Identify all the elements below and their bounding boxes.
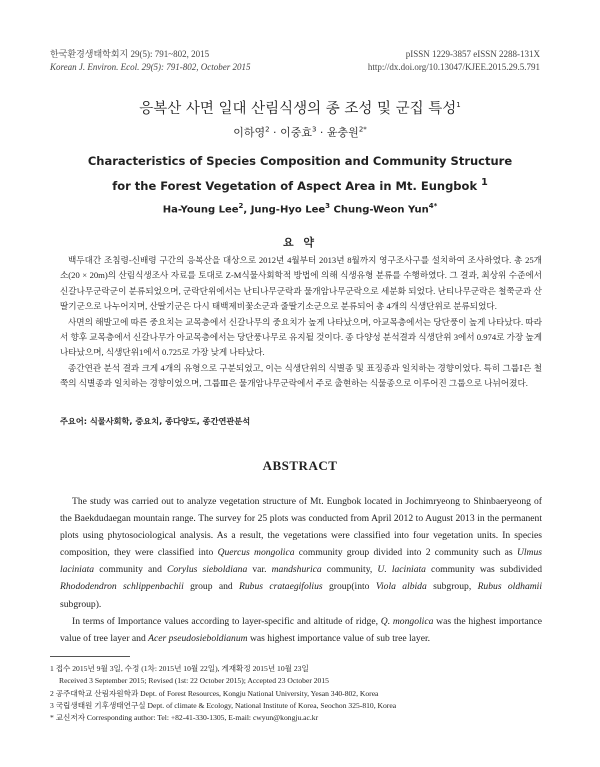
author-kr-1-mark: 2	[265, 125, 270, 134]
abstract-korean-paragraph-1: 백두대간 조침령-신배령 구간의 응복산을 대상으로 2012년 4월부터 2013년 8월까지 영구조사구를 설치하여 조사하였다. 총 25개소(20 × 20m)의 산림식생조사 자료를 토대로 Z-M식물사회학적 방법에 의해 식생유형 분류를 수행하였다. 그 결과, 최상위 수준에서 신갈나무군락군이 분류되었으며, 군락단위에서는 난티나무군락과 물개암나무군락으로 세분화 되었다. 난티나무군락은 철쭉군과 산딸기군으로 나누어지며, 산딸기군은 다시 태백제비꽃소군과 줄딸기소군으로 분류되어 총 4개의 식생단위로 분류되었다.	[60, 255, 542, 312]
author-separator: ·	[316, 126, 327, 139]
abstract-korean-paragraph-2: 사면의 해발고에 따른 중요치는 교목층에서 신갈나무의 중요치가 높게 나타났으며, 아교목층에서는 당단풍이 높게 나타났다. 따라서 향후 교목층에서 신갈나무가 아교목층에서는 당단풍나무로 유지될 것이다. 종 다양성 분석결과 식생단위 3에서 0.974로 가장 높게 나타났으며, 식생단위1에서 0.725로 가장 낮게 나타났다.	[60, 316, 542, 358]
species-name: Rhododendron schlippenbachii	[60, 581, 184, 593]
author-kr-2: 이중효	[280, 126, 312, 139]
authors-korean	[0, 124, 600, 140]
keywords-label: 주요어:	[60, 416, 88, 426]
author-en-3-mark: 4*	[428, 202, 438, 210]
title-korean-footnote-mark: 1	[456, 101, 461, 110]
abstract-korean-heading: 요 약	[282, 236, 318, 249]
author-separator: ·	[269, 126, 281, 139]
species-name: Corylus sieboldiana	[166, 564, 248, 576]
journal-citation	[50, 48, 251, 74]
species-name: Quercus mongolica	[217, 547, 295, 559]
journal-citation-kr: 한국환경생태학회지 29(5): 791~802, 2015	[50, 49, 210, 59]
footnotes	[50, 663, 550, 724]
species-name: mandshurica	[271, 564, 322, 576]
title-english-line-2	[0, 172, 600, 197]
abstract-korean-paragraph-3: 종간연관 분석 결과 크게 4개의 유형으로 구분되었고, 이는 식생단위의 식별종 및 표징종과 일치하는 경향이었다. 특히 그룹Ⅰ은 철쭉의 식별종과 일치하는 경향이었으며, 그룹Ⅲ은 물개암나무군락에서 주로 출현하는 식물종으로 이루어진 그룹으로 나뉘어졌다.	[60, 362, 542, 389]
author-en-1: Ha-Young Lee	[162, 204, 239, 216]
abstract-korean	[60, 253, 542, 392]
journal-identifiers	[368, 48, 540, 74]
author-en-1-mark: 2	[238, 202, 244, 210]
authors-english: Ha-Young Lee$^2$, Jung-Hyo Lee$^3$ Chung-Weon Yun$^{4*}$	[162, 202, 438, 216]
abstract-heading: ABSTRACT	[262, 458, 338, 473]
author-en-2-mark: 3	[325, 202, 331, 210]
species-name: Rubus oldhamii	[477, 581, 542, 593]
footnote-divider	[50, 656, 130, 657]
species-name: Ulmus laciniata	[60, 547, 542, 576]
abstract-english	[60, 493, 542, 647]
footnote-3: 3 국립생태원 기후생태연구실 Dept. of climate & Ecology, National Institute of Korea, Seochon 325-810, Korea	[50, 700, 397, 710]
author-kr-2-mark: 3	[311, 125, 317, 134]
author-kr-3: 윤충원	[326, 126, 359, 139]
footnote-2: 2 공주대학교 산림자원학과 Dept. of Forest Resources, Kongju National University, Yesan 340-802, Korea	[50, 688, 379, 698]
species-name: Q. mongolica	[380, 615, 434, 627]
abstract-english-paragraph-1: The study was carried out to analyze vegetation structure of Mt. Eungbok located in Jochimryeong to Shinbaeryeong of the Baekdudaegan mountain range. The survey for 25 plots was conducted from April 2012 to August 2013 in the permanent plots using phytosociological analysis. As a result, the vegetations were classified into four vegetation units. In species composition, they were classified into Quercus mongolica community group divided into 2 community such as Ulmus laciniata community and Corylus sieboldiana var. mandshurica community, U. laciniata community was subdivided Rhododendron schlippenbachii group and Rubus crataegifolius group(into Viola albida subgroup, Rubus oldhamii subgroup).	[60, 496, 542, 610]
title-korean	[0, 97, 600, 118]
title-english-footnote-mark: 1	[481, 177, 488, 188]
title-korean-text: 응복산 사면 일대 산림식생의 종 조성 및 군집 특성	[139, 101, 457, 117]
keywords-list: 식물사회학, 중요치, 종다양도, 종간연관분석	[89, 416, 251, 426]
author-kr-1: 이하영	[233, 126, 266, 139]
footnote-1: 1 접수 2015년 9월 3일, 수정 (1차: 2015년 10월 22일), 게재확정 2015년 10월 23일	[50, 664, 309, 673]
keywords	[60, 416, 250, 427]
title-english-line-1: Characteristics of Species Composition and Community Structure	[87, 154, 513, 168]
issn: pISSN 1229-3857 eISSN 2288-131X	[405, 49, 540, 59]
title-english-line-2-text: for the Forest Vegetation of Aspect Area in Mt. Eungbok	[112, 178, 478, 193]
doi-link[interactable]: http://dx.doi.org/10.13047/KJEE.2015.29.5.791	[367, 62, 540, 72]
author-en-2: Jung-Hyo Lee	[250, 204, 326, 216]
species-name: Acer pseudosieboldianum	[148, 632, 248, 644]
author-kr-3-mark: 2*	[358, 125, 367, 134]
journal-citation-en: Korean J. Environ. Ecol. 29(5): 791-802, October 2015	[50, 62, 251, 72]
author-en-3: Chung-Weon Yun	[333, 204, 429, 216]
species-name: U. laciniata	[377, 564, 426, 576]
species-name: Rubus crataegifolius	[239, 581, 323, 593]
footnote-corresponding: * 교신저자 Corresponding author: Tel: +82-41-330-1305, E-mail: cwyun@kongju.ac.kr	[50, 713, 319, 723]
abstract-english-paragraph-2: In terms of Importance values according to layer-specific and altitude of ridge, Q. mongolica was the highest importance value of tree layer and Acer pseudosieboldianum was highest importance value of sub tree layer.	[60, 615, 542, 644]
footnote-1-english: Received 3 September 2015; Revised (1st: 22 October 2015); Accepted 23 October 2015	[59, 676, 329, 686]
species-name: Viola albida	[375, 581, 427, 593]
title-english	[0, 150, 600, 197]
